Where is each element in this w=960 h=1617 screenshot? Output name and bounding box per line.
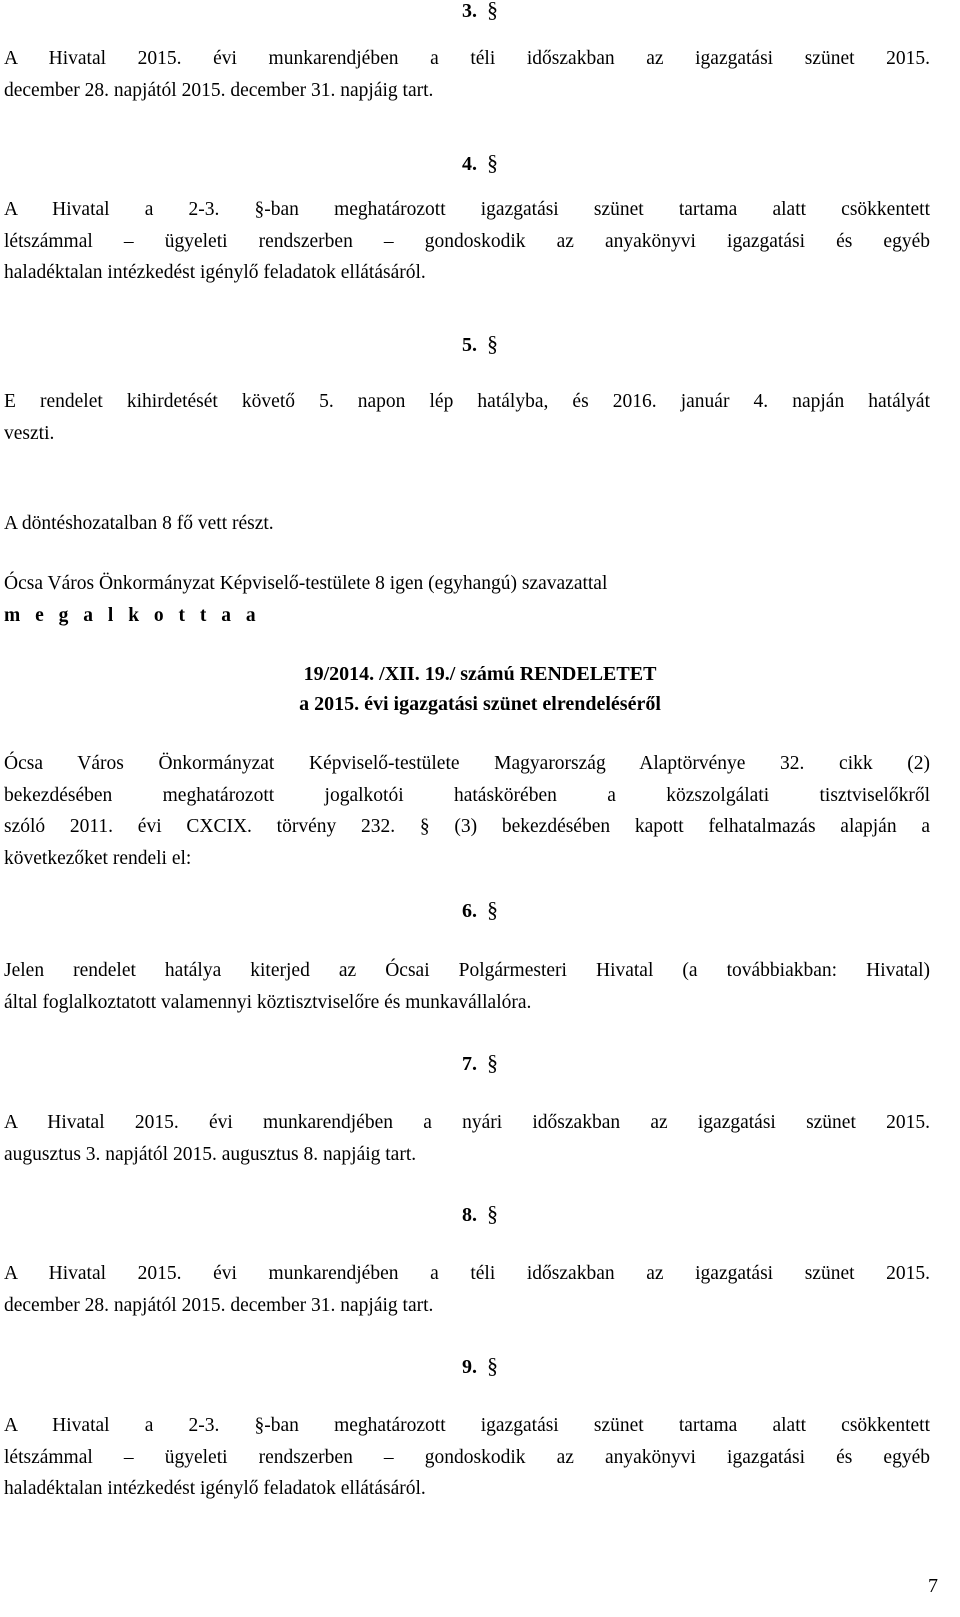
text-line: augusztus 3. napjától 2015. augusztus 8. napjáig tart. [4,1143,417,1165]
text-line: A Hivatal a 2-3. §-ban meghatározott igazgatási szünet tartama alatt csökkentett [4,199,930,220]
text-line: A Hivatal 2015. évi munkarendjében a téli időszakban az igazgatási szünet 2015. [4,48,930,69]
section-heading-7 [0,1049,960,1078]
section-number: 6. [462,900,477,922]
section-number: 5. [462,334,477,356]
section-symbol: § [487,331,498,356]
section-symbol: § [487,0,498,22]
text-line: veszti. [4,422,55,444]
section-symbol: § [487,897,498,922]
section-heading-9 [0,1352,960,1381]
text-line: bekezdésében meghatározott jogalkotói hatáskörében a közszolgálati tisztviselőkről [4,784,930,806]
section-symbol: § [487,1201,498,1226]
vote-text [4,568,930,631]
paragraph-8 [4,1258,930,1321]
text-line: haladéktalan intézkedést igénylő feladatok ellátásáról. [4,1478,426,1499]
text-line: december 28. napjától 2015. december 31. napjáig tart. [4,79,434,101]
text-line: E rendelet kihirdetését követő 5. napon lép hatályba, és 2016. január 4. napján hatályát [4,391,930,412]
section-symbol: § [487,150,498,175]
text-line: haladéktalan intézkedést igénylő feladatok ellátásáról. [4,262,426,283]
section-heading-5 [0,330,960,359]
section-heading-6 [0,896,960,925]
paragraph-7 [4,1107,930,1170]
text-line: A döntéshozatalban 8 fő vett részt. [4,513,274,534]
text-line: Ócsa Város Önkormányzat Képviselő-testülete Magyarország Alaptörvénye 32. cikk (2) [4,753,930,774]
section-symbol: § [487,1353,498,1378]
decree-number: 19/2014. /XII. 19./ számú RENDELETET [303,663,657,685]
section-number: 8. [462,1204,477,1226]
text-line: Ócsa Város Önkormányzat Képviselő-testülete 8 igen (egyhangú) szavazattal [4,573,608,594]
paragraph-9 [4,1410,930,1505]
decree-title [0,659,960,719]
text-line: A Hivatal a 2-3. §-ban meghatározott igazgatási szünet tartama alatt csökkentett [4,1415,930,1436]
section-number: 9. [462,1356,477,1378]
section-heading-4 [0,149,960,178]
text-line: A Hivatal 2015. évi munkarendjében a téli időszakban az igazgatási szünet 2015. [4,1263,930,1284]
vote-count-text [4,508,930,540]
text-line: által foglalkoztatott valamennyi köztisztviselőre és munkavállalóra. [4,991,532,1013]
paragraph-top-4 [4,194,930,289]
section-heading-8 [0,1200,960,1229]
text-line: szóló 2011. évi CXCIX. törvény 232. § (3) bekezdésében kapott felhatalmazás alapján a [4,816,930,837]
text-line: következőket rendeli el: [4,847,192,869]
paragraph-preamble [4,748,930,874]
adopted-text: m e g a l k o t t a a [4,604,261,626]
text-line: létszámmal – ügyeleti rendszerben – gondoskodik az anyakönyvi igazgatási és egyéb [4,230,930,252]
page-number: 7 [928,1575,938,1597]
section-number: 3. [462,0,477,22]
section-number: 4. [462,153,477,175]
text-line: Jelen rendelet hatálya kiterjed az Ócsai Polgármesteri Hivatal (a továbbiakban: Hivatal) [4,960,930,981]
section-heading-3 [0,0,960,25]
section-number: 7. [462,1053,477,1075]
paragraph-5 [4,386,930,449]
paragraph-6 [4,955,930,1018]
text-line: A Hivatal 2015. évi munkarendjében a nyári időszakban az igazgatási szünet 2015. [4,1112,930,1133]
text-line: december 28. napjától 2015. december 31. napjáig tart. [4,1294,434,1316]
decree-subject: a 2015. évi igazgatási szünet elrendeléséről [299,693,661,715]
section-symbol: § [487,1050,498,1075]
text-line: létszámmal – ügyeleti rendszerben – gondoskodik az anyakönyvi igazgatási és egyéb [4,1446,930,1468]
paragraph-top-3 [4,43,930,106]
